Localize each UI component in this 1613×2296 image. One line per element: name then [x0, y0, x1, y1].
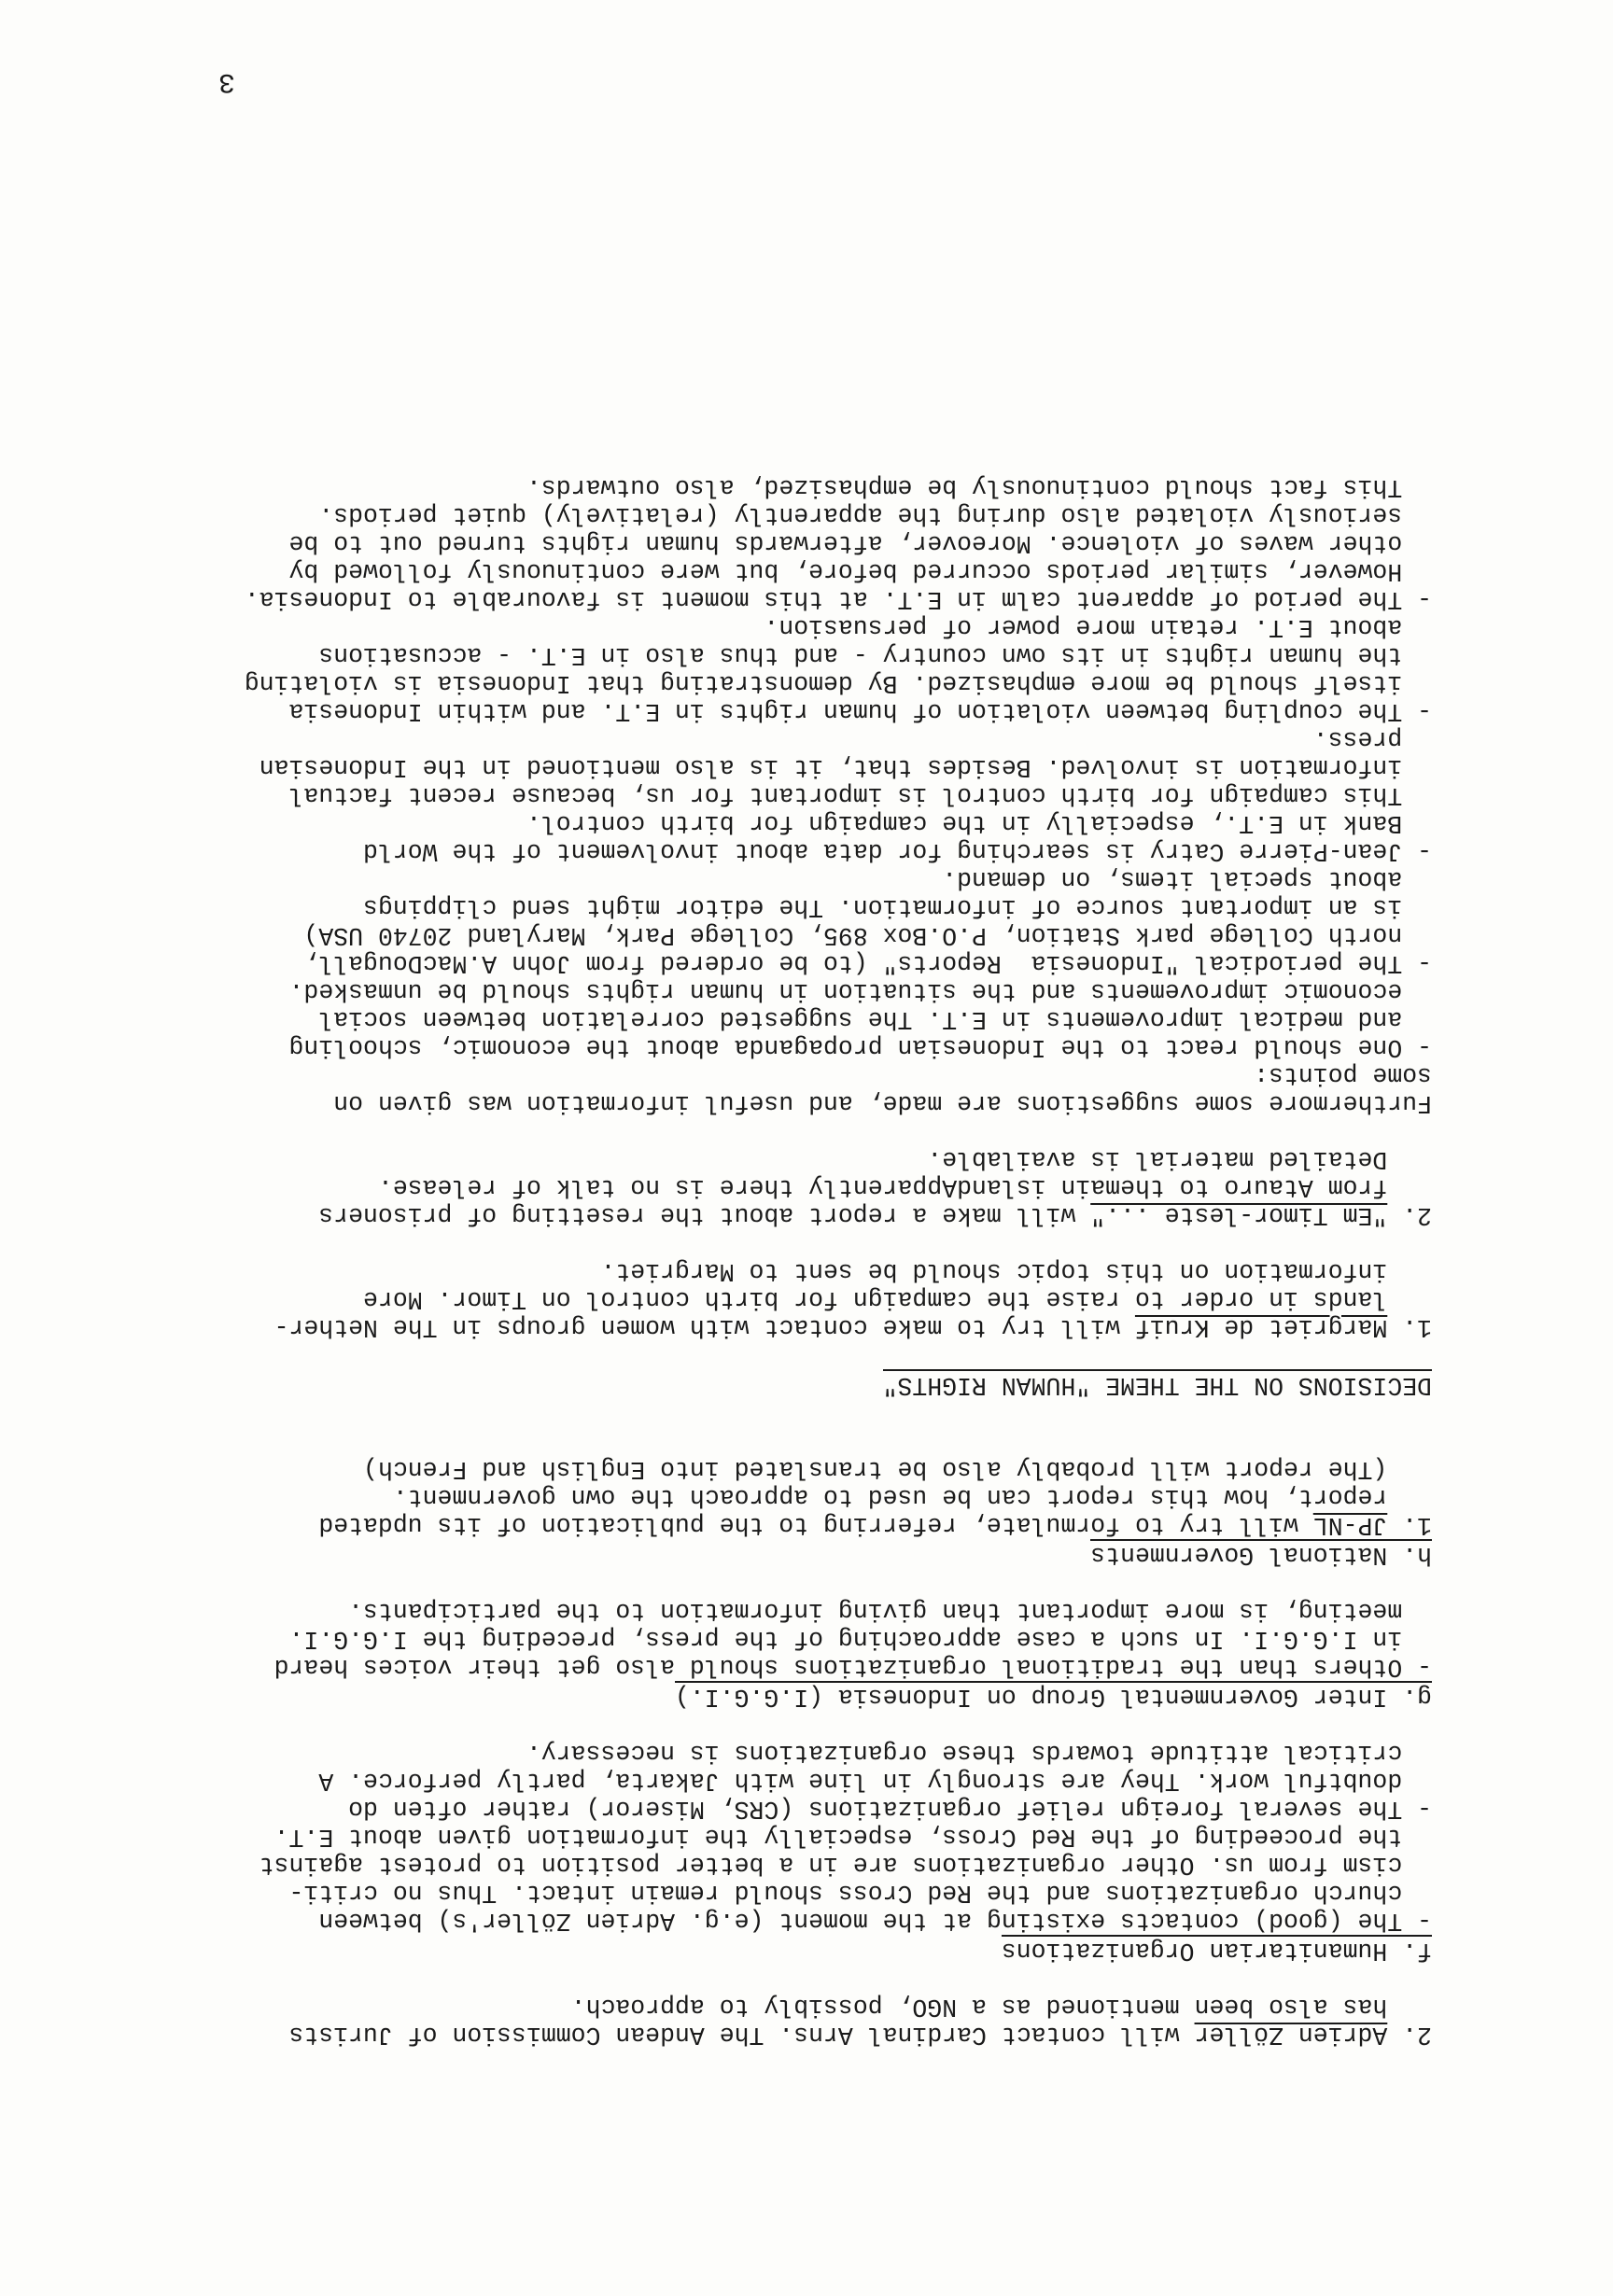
furthermore-line: However, similar periods occurred before, but were continuously followed by — [288, 557, 1432, 585]
furthermore-line: the human rights in its own country - and thus also in E.T. - accusations — [318, 641, 1432, 669]
furthermore-intro: Furthermore some suggestions are made, and useful information was given on — [333, 1089, 1432, 1117]
national-item-1-line: report, how this report can be used to approach the own government. — [392, 1483, 1432, 1511]
humanitarian-line: church organizations and the Red Cross should remain intact. Thus no criti- — [288, 1879, 1432, 1907]
person-name-adrien-zoller: Adrien Zöller — [1194, 2021, 1388, 2049]
section-heading-humanitarian: f. Humanitarian Organizations — [1001, 1937, 1432, 1965]
decision-2-line-1: 2. "Em Timor-leste ..." will make a report about the resetting of prisoners — [318, 1201, 1432, 1229]
furthermore-line: This fact should continuously be emphasized, also outwards. — [526, 473, 1432, 501]
section-heading-iggi: g. Inter Governmental Group on Indonesia (I.G.G.I.) — [674, 1683, 1432, 1711]
humanitarian-line: - The (good) contacts existing at the moment (e.g. Adrien Zöller's) between — [318, 1907, 1432, 1935]
org-name-jp-nl: JP-NL — [1312, 1511, 1388, 1539]
decision-1-line: lands in order to raise the campaign for birth control on Timor. More — [363, 1285, 1432, 1313]
humanitarian-line: critical attitude towards these organizations is necessary. — [526, 1739, 1432, 1767]
national-item-1-line: (The report will probably also be translated into English and French) — [363, 1455, 1432, 1483]
decision-2-line: from Atauro to themain islandApparently there is no talk of release. — [377, 1173, 1432, 1201]
furthermore-line: economic improvements and the situation in human rights should be unmasked. — [288, 977, 1432, 1005]
publication-name: "Em Timor-leste ..." — [1090, 1201, 1388, 1229]
humanitarian-line: cism from us. Other organizations are in a better position to protest against — [259, 1851, 1432, 1879]
furthermore-line: - The period of apparent calm in E.T. at this moment is favourable to Indonesia. — [244, 585, 1432, 613]
furthermore-intro: some points: — [1254, 1061, 1432, 1089]
furthermore-line: - One should react to the Indonesian propaganda about the economic, schooling — [288, 1033, 1432, 1061]
furthermore-line: This campaign for birth control is important for us, because recent factual — [288, 781, 1432, 809]
humanitarian-line: the proceeding of the Red Cross, especially the information given about E.T. — [274, 1823, 1432, 1851]
furthermore-line: information is involved. Besides that, it is also mentioned in the Indonesian — [259, 753, 1432, 781]
furthermore-line: - Jean-Pierre Catry is searching for data about involvement of the World — [363, 837, 1432, 865]
furthermore-line: other waves of violence. Moreover, afterwards human rights turned out to be — [288, 529, 1432, 557]
section-heading-decisions: DECISIONS ON THE THEME "HUMAN RIGHTS" — [882, 1371, 1432, 1399]
furthermore-line: - The coupling between violation of human rights in E.T. and within Indonesia — [288, 697, 1432, 725]
furthermore-line: Bank in E.T., especially in the campaign for birth control. — [526, 809, 1432, 837]
furthermore-line: about special items, on demand. — [942, 865, 1432, 893]
furthermore-line: - The periodical "Indonesia Reports" (to be ordered from John A.MacDougall, — [303, 949, 1432, 977]
furthermore-line: about E.T. retain more power of persuasion. — [764, 613, 1432, 641]
humanitarian-line: doubtful work. They are strongly in line with Jakarta, partly perforce. A — [318, 1767, 1432, 1795]
iggi-line: - Others than the traditional organizations should also get their voices heard — [274, 1653, 1432, 1681]
iggi-line: in I.G.G.I. In such a case approaching of the press, preceding the I.G.G.I. — [288, 1625, 1432, 1653]
section-heading-national-governments: h. National Governments — [1090, 1541, 1432, 1569]
decision-1-line-1: 1. Margriet de Kruif will try to make contact with women groups in The Nether- — [274, 1313, 1432, 1341]
furthermore-line: and medical improvements in E.T. The suggested correlation between social — [318, 1005, 1432, 1033]
furthermore-line: seriously violated also during the apparently (relatively) quiet periods. — [318, 501, 1432, 529]
decision-1-line: information on this topic should be sent to Margriet. — [600, 1257, 1432, 1285]
item-2-line-1: 2. Adrien Zöller will contact Cardinal Arns. The Andean Commission of Jurists — [288, 2021, 1432, 2049]
humanitarian-line: - The several foreign relief organizations (CRS, Miseror) rather often do — [348, 1795, 1432, 1823]
furthermore-line: north College park Station, P.O.Box 895, College Park, Maryland 20740 USA) — [303, 921, 1432, 949]
national-item-1-line-1: 1. JP-NL will try to formulate, referring to the publication of its updated — [318, 1511, 1432, 1539]
iggi-line: meeting, is more important than giving information to the participants. — [348, 1597, 1432, 1625]
item-2-line-2: has also been mentioned as a NGO, possibly to approach. — [570, 1993, 1432, 2021]
furthermore-line: is an important source of information. The editor might send clippings — [363, 893, 1432, 921]
page-number: 3 — [217, 65, 235, 97]
person-name-margriet: Margriet de Kruif — [1134, 1313, 1388, 1341]
decision-2-line: Detailed material is available. — [927, 1145, 1432, 1173]
page-body — [134, 473, 1432, 2049]
furthermore-line: press. — [1312, 725, 1432, 753]
furthermore-line: itself should be more emphasized. By demonstrating that Indonesia is violating — [244, 669, 1432, 697]
